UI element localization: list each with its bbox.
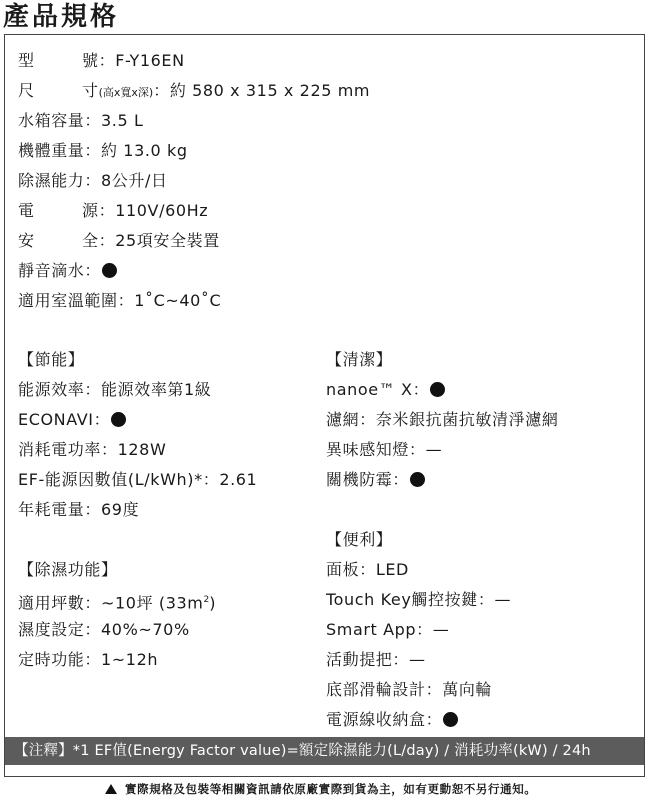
warning-triangle-icon — [105, 784, 117, 794]
spec-touch: Touch Key觸控按鍵：— — [326, 590, 512, 609]
section-dehumid-heading: 【除濕功能】 — [18, 560, 118, 579]
spec-power: 電 源：110V/60Hz — [18, 201, 209, 220]
spec-smartapp: Smart App：— — [326, 620, 450, 639]
yes-dot-icon — [111, 412, 126, 427]
spec-model-value: F-Y16EN — [115, 51, 185, 70]
yes-dot-icon — [102, 263, 117, 278]
disclaimer-text: 實際規格及包裝等相關資訊請依原廠實際到貨為主，如有更動恕不另行通知。 — [125, 782, 537, 796]
spec-econavi: ECONAVI： — [18, 410, 126, 430]
spec-handle: 活動提把：— — [326, 650, 426, 669]
spec-wheel: 底部滑輪設計：萬向輪 — [326, 680, 493, 699]
spec-humidity: 濕度設定：40%~70% — [18, 620, 190, 639]
spec-odor: 異味感知燈：— — [326, 440, 443, 459]
spec-annual: 年耗電量：69度 — [18, 500, 140, 519]
section-clean-heading: 【清潔】 — [326, 350, 393, 369]
spec-capacity: 除濕能力：8公升/日 — [18, 171, 168, 190]
spec-tank: 水箱容量：3.5 L — [18, 111, 144, 130]
spec-model: 型 號：F-Y16EN — [18, 51, 185, 70]
spec-efficiency: 能源效率：能源效率第1級 — [18, 380, 212, 399]
spec-nanoe: nanoe™ X： — [326, 380, 445, 400]
yes-dot-icon — [443, 712, 458, 727]
spec-consumption: 消耗電功率：128W — [18, 440, 167, 459]
spec-safety: 安 全：25項安全裝置 — [18, 231, 220, 250]
spec-weight: 機體重量：約 13.0 kg — [18, 141, 188, 160]
section-convenience-heading: 【便利】 — [326, 530, 393, 549]
footnote-bar: 【注釋】*1 EF值(Energy Factor value)=額定除濕能力(L/day) / 消耗功率(kW) / 24h — [5, 737, 644, 765]
yes-dot-icon — [410, 472, 425, 487]
spec-cord: 電源線收納盒： — [326, 710, 458, 730]
page-title: 產品規格 — [3, 2, 120, 32]
spec-mold: 關機防霉： — [326, 470, 425, 490]
spec-filter: 濾網：奈米銀抗菌抗敏清淨濾網 — [326, 410, 559, 429]
spec-timer: 定時功能：1~12h — [18, 650, 159, 669]
spec-quiet: 靜音滴水： — [18, 261, 117, 281]
yes-dot-icon — [430, 382, 445, 397]
spec-ef: EF-能源因數值(L/kWh)*：2.61 — [18, 470, 258, 489]
disclaimer — [105, 781, 536, 797]
spec-size: 尺 寸(高x寬x深)：約 580 x 315 x 225 mm — [18, 81, 371, 100]
spec-panel: 面板：LED — [326, 560, 409, 579]
spec-temp: 適用室溫範圍：1˚C~40˚C — [18, 291, 222, 310]
spec-area: 適用坪數：~10坪 $(33m^2)$ — [18, 593, 217, 613]
section-energy-heading: 【節能】 — [18, 350, 85, 369]
spec-size-value: 約 580 x 315 x 225 mm — [169, 81, 371, 100]
